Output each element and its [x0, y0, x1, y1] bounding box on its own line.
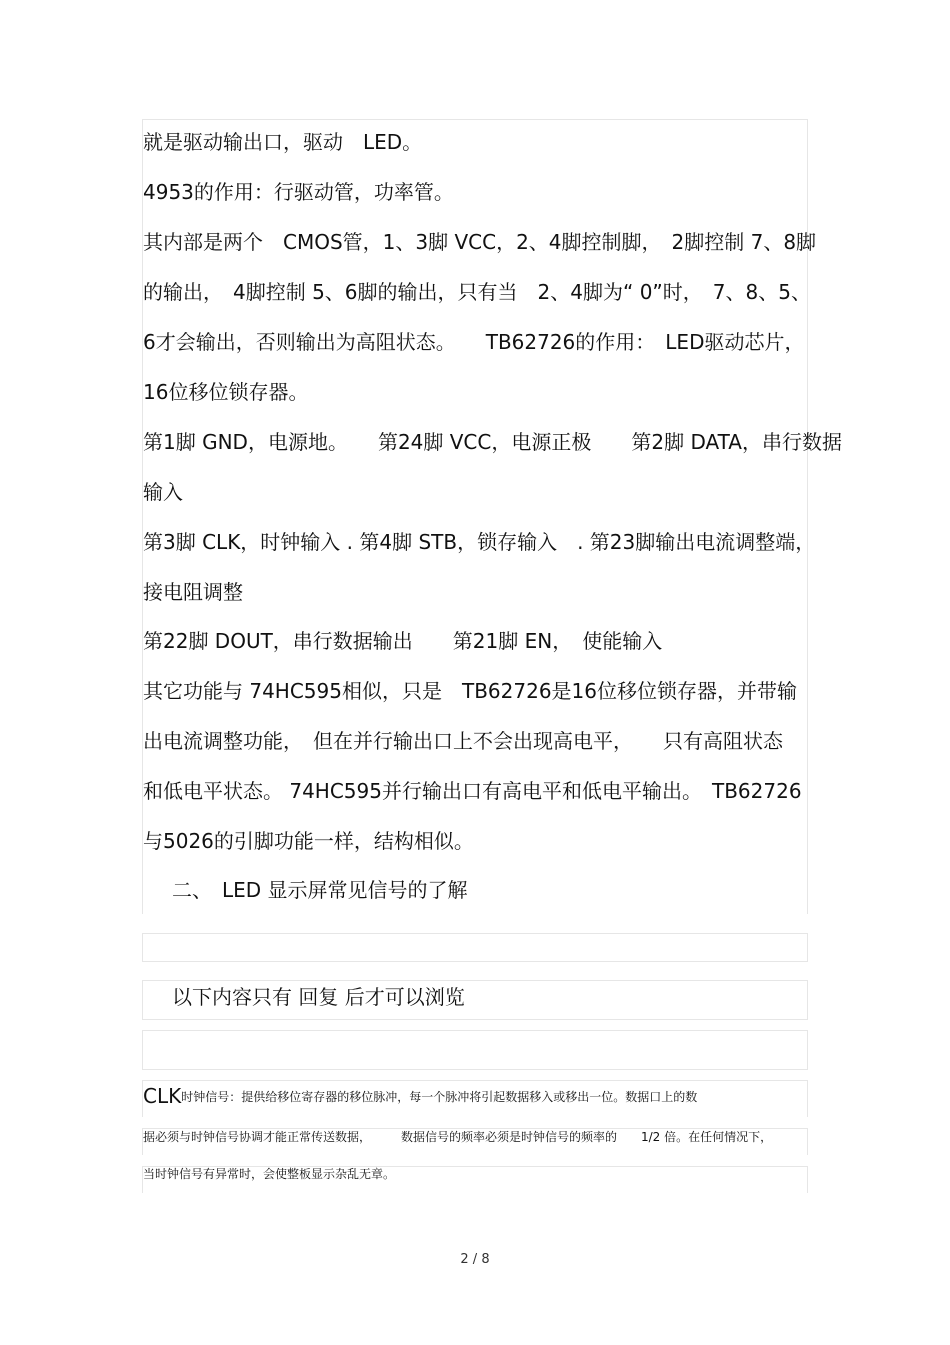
body-line: 其它功能与 74HC595相似，只是 TB62726是16位移位锁存器，并带输 — [143, 679, 797, 703]
blank-frame-1 — [142, 933, 808, 962]
blank-frame-2 — [142, 1030, 808, 1070]
section-heading: 二、 LED 显示屏常见信号的了解 — [172, 878, 468, 902]
body-line: 出电流调整功能， 但在并行输出口上不会出现高电平， 只有高阻状态 — [143, 729, 783, 753]
body-line: 接电阻调整 — [143, 580, 243, 604]
body-line: 和低电平状态。 74HC595并行输出口有高电平和低电平输出。 TB62726 — [143, 779, 802, 803]
body-line: 16位移位锁存器。 — [143, 380, 309, 404]
body-line: 的输出， 4脚控制 5、6脚的输出，只有当 2、4脚为“ 0”时， 7、8、5、 — [143, 280, 811, 304]
clk-description-text: 时钟信号：提供给移位寄存器的移位脉冲，每一个脉冲将引起数据移入或移出一位。数据口上的数 — [181, 1090, 698, 1104]
clk-description-line — [143, 1084, 698, 1108]
body-line: 其内部是两个 CMOS管，1、3脚 VCC，2、4脚控制脚， 2脚控制 7、8脚 — [143, 230, 817, 254]
small-line: 据必须与时钟信号协调才能正常传送数据， 数据信号的频率必须是时钟信号的频率的 1/2 倍。在任何情况下， — [143, 1130, 773, 1144]
body-line: 第3脚 CLK，时钟输入 . 第4脚 STB，锁存输入 . 第23脚输出电流调整端， — [143, 530, 816, 554]
reply-notice: 以下内容只有 回复 后才可以浏览 — [172, 985, 465, 1009]
body-line: 就是驱动输出口，驱动 LED。 — [143, 130, 423, 154]
page-number: 2 / 8 — [460, 1252, 490, 1267]
body-line: 4953的作用：行驱动管，功率管。 — [143, 180, 454, 204]
small-line: 当时钟信号有异常时，会使整板显示杂乱无章。 — [143, 1167, 396, 1181]
body-line: 与5026的引脚功能一样，结构相似。 — [143, 829, 474, 853]
body-line: 第22脚 DOUT，串行数据输出 第21脚 EN， 使能输入 — [143, 629, 663, 653]
clk-label: CLK — [143, 1084, 182, 1108]
body-line: 第1脚 GND，电源地。 第24脚 VCC，电源正极 第2脚 DATA，串行数据 — [143, 430, 842, 454]
body-line: 6才会输出，否则输出为高阻状态。 TB62726的作用： LED驱动芯片， — [143, 330, 805, 354]
body-line: 输入 — [143, 480, 183, 504]
